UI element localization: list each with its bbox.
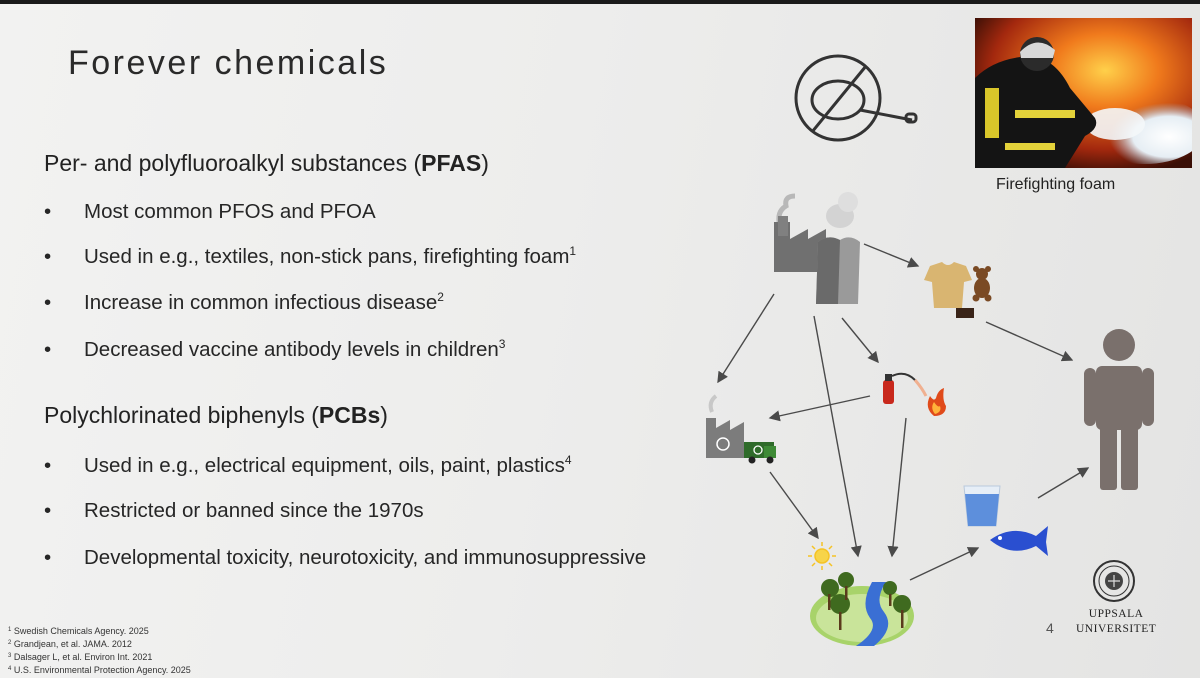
human-icon	[1084, 329, 1154, 490]
pcb-bullet: • Used in e.g., electrical equipment, oils, paint, plastics$^4$	[44, 453, 572, 477]
page-number: 4	[1046, 620, 1054, 636]
reference-item: $^4$ U.S. Environmental Protection Agency. 2025	[8, 665, 191, 675]
recycling-truck-icon	[744, 442, 776, 464]
reference-item: $^3$ Dalsager L, et al. Environ Int. 2021	[8, 652, 153, 662]
photo-caption: Firefighting foam	[996, 176, 1116, 193]
pcb-bullet: • Restricted or banned since the 1970s	[44, 499, 424, 522]
university-seal-icon	[1094, 561, 1134, 601]
factory-icon	[774, 192, 860, 304]
no-pan-icon	[796, 56, 916, 140]
fish-icon	[990, 526, 1048, 556]
pfas-bullet: • Decreased vaccine antibody levels in children$^3$	[44, 337, 506, 361]
landscape-river-icon	[810, 572, 914, 646]
sun-icon	[808, 542, 836, 570]
slide	[0, 4, 1200, 678]
recycling-plant-icon	[706, 396, 744, 458]
pfas-bullet: • Used in e.g., textiles, non-stick pans, firefighting foam$^1$	[44, 244, 577, 268]
pfas-heading: Per- and polyfluoroalkyl substances (PFAS)	[44, 150, 489, 176]
pfas-bullet: • Increase in common infectious disease$^2$	[44, 290, 444, 314]
fire-extinguisher-icon	[883, 374, 926, 404]
university-name: UPPSALA UNIVERSITET	[1076, 608, 1157, 635]
exposure-diagram	[0, 4, 1200, 678]
material-block	[956, 308, 974, 318]
water-glass-icon	[964, 486, 1000, 526]
tshirt-icon	[924, 262, 972, 308]
reference-item: $^2$ Grandjean, et al. JAMA. 2012	[8, 639, 132, 649]
pcb-heading: Polychlorinated biphenyls (PCBs)	[44, 402, 388, 428]
pfas-bullet: • Most common PFOS and PFOA	[44, 200, 376, 223]
teddy-bear-icon	[973, 266, 992, 302]
pcb-bullet: • Developmental toxicity, neurotoxicity, and immunosuppressive	[44, 546, 647, 569]
reference-item: $^1$ Swedish Chemicals Agency. 2025	[8, 626, 149, 636]
diagram-arrows	[718, 244, 1088, 580]
slide-title: Forever chemicals	[68, 44, 389, 82]
fire-icon	[928, 388, 946, 416]
